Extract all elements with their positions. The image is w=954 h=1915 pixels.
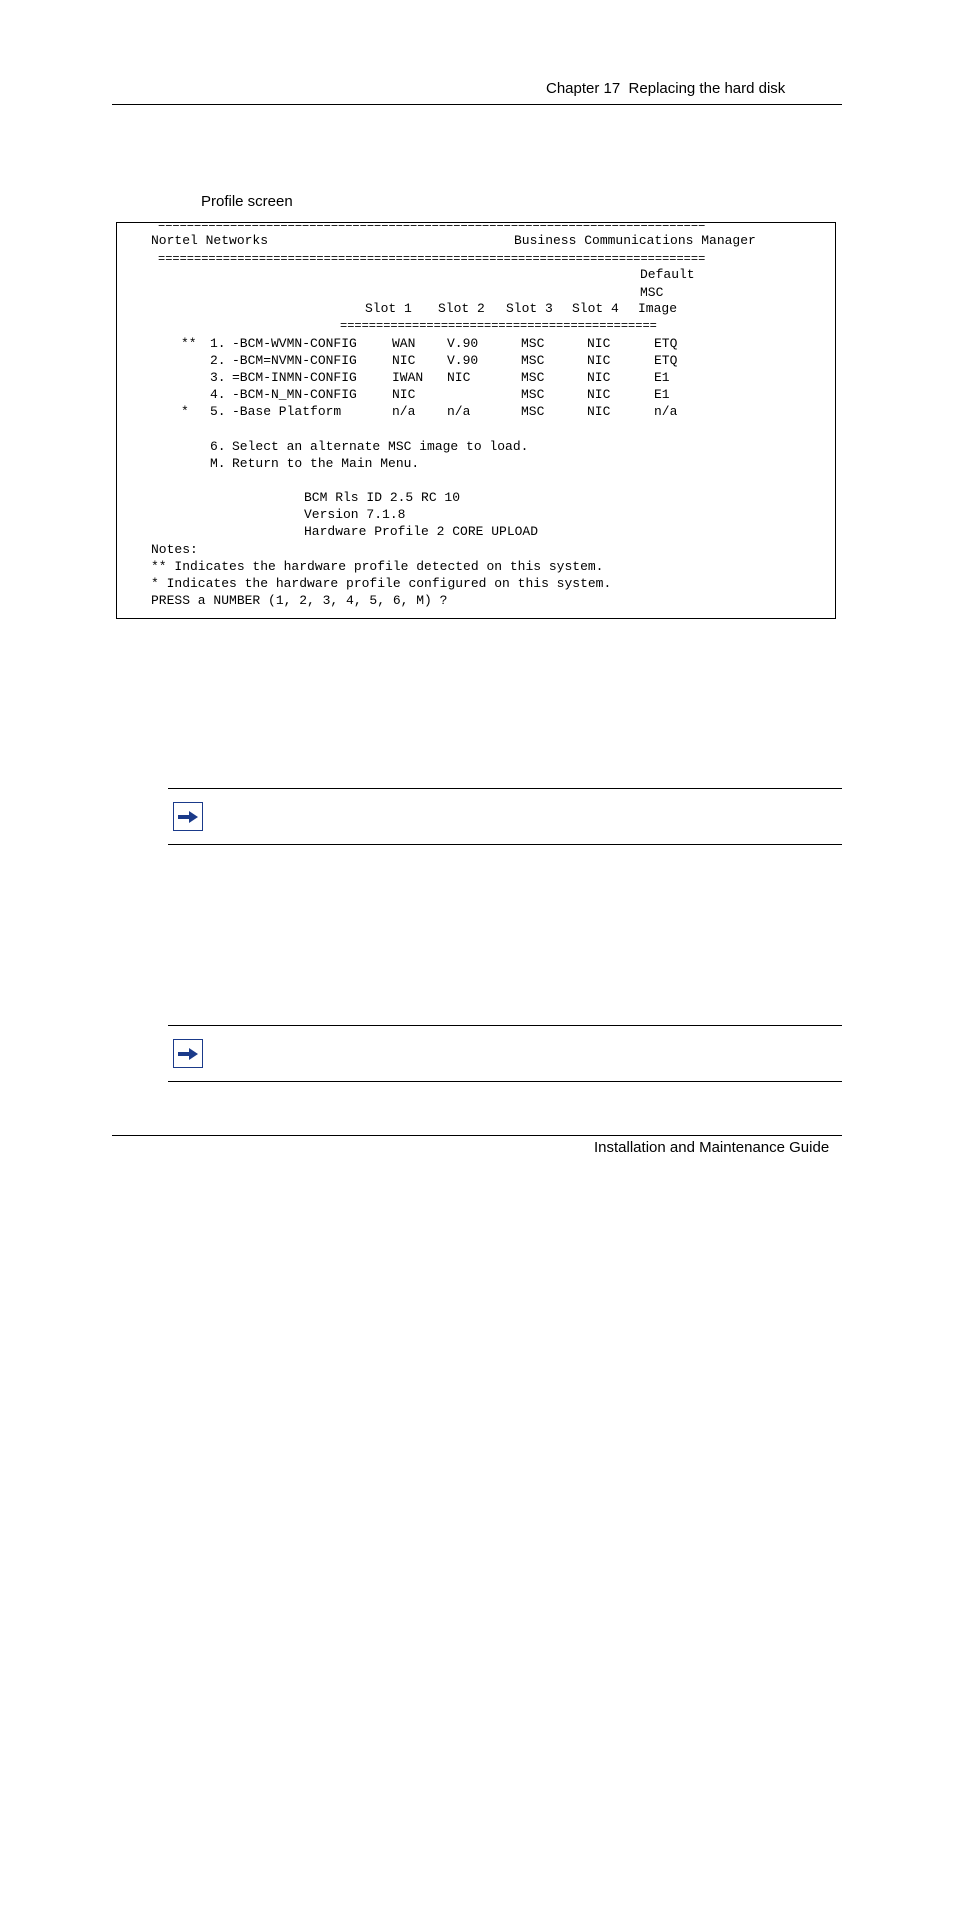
terminal-separator-top: ============================================================================ — [158, 218, 706, 232]
option-number: 6. — [210, 439, 226, 454]
row-number: 2. — [210, 353, 226, 368]
header-rule — [112, 104, 842, 105]
col-header-msc: MSC — [640, 285, 664, 300]
terminal-separator-bottom: ============================================================================ — [158, 252, 706, 266]
row-number: 5. — [210, 404, 226, 419]
note-configured: * Indicates the hardware profile configured on this system. — [151, 576, 612, 591]
footer-rule — [112, 1135, 842, 1136]
terminal-title-right: Business Communications Manager — [514, 233, 756, 248]
notes-label: Notes: — [151, 542, 198, 557]
footer-guide-title: Installation and Maintenance Guide — [594, 1139, 830, 1156]
row-slot4: NIC — [587, 353, 611, 368]
row-mark: ** — [181, 336, 197, 351]
option-number: M. — [210, 456, 226, 471]
row-slot4: NIC — [587, 387, 611, 402]
col-header-default: Default — [640, 267, 695, 282]
table-separator: ============================================ — [340, 319, 657, 333]
row-slot2: NIC — [447, 370, 471, 385]
row-name: -BCM=NVMN-CONFIG — [232, 353, 357, 368]
row-slot3: MSC — [521, 404, 545, 419]
row-name: -BCM-N_MN-CONFIG — [232, 387, 357, 402]
hardware-profile: Hardware Profile 2 CORE UPLOAD — [304, 524, 539, 539]
terminal-prompt: PRESS a NUMBER (1, 2, 3, 4, 5, 6, M) ? — [151, 593, 448, 608]
row-image: ETQ — [654, 336, 678, 351]
row-image: E1 — [654, 387, 670, 402]
col-header-slot4: Slot 4 — [572, 301, 619, 316]
row-slot2: V.90 — [447, 353, 479, 368]
option-select-alternate-msc: Select an alternate MSC image to load. — [232, 439, 529, 454]
right-arrow-icon — [173, 1039, 203, 1068]
note-detected: ** Indicates the hardware profile detected on this system. — [151, 559, 604, 574]
row-number: 3. — [210, 370, 226, 385]
row-slot1: n/a — [392, 404, 416, 419]
row-slot3: MSC — [521, 387, 545, 402]
row-slot3: MSC — [521, 370, 545, 385]
header-chapter-title: Chapter 17 Replacing the hard disk — [546, 80, 786, 97]
note-rule-bottom — [168, 1081, 842, 1082]
row-slot3: MSC — [521, 336, 545, 351]
right-arrow-icon — [173, 802, 203, 831]
row-mark: * — [181, 404, 189, 419]
row-slot2: n/a — [447, 404, 471, 419]
row-slot2: V.90 — [447, 336, 479, 351]
row-slot1: WAN — [392, 336, 416, 351]
row-slot1: NIC — [392, 353, 416, 368]
row-slot1: IWAN — [392, 370, 424, 385]
option-return-main-menu: Return to the Main Menu. — [232, 456, 420, 471]
note-rule-top — [168, 1025, 842, 1026]
row-image: E1 — [654, 370, 670, 385]
note-rule-top — [168, 788, 842, 789]
figure-caption: Profile screen — [201, 193, 293, 210]
row-number: 1. — [210, 336, 226, 351]
row-number: 4. — [210, 387, 226, 402]
version: Version 7.1.8 — [304, 507, 406, 522]
row-slot3: MSC — [521, 353, 545, 368]
terminal-title-left: Nortel Networks — [151, 233, 269, 248]
row-slot1: NIC — [392, 387, 416, 402]
row-image: n/a — [654, 404, 678, 419]
row-slot4: NIC — [587, 370, 611, 385]
release-id: BCM Rls ID 2.5 RC 10 — [304, 490, 461, 505]
row-name: -Base Platform — [232, 404, 342, 419]
note-rule-bottom — [168, 844, 842, 845]
col-header-slot1: Slot 1 — [365, 301, 412, 316]
row-name: -BCM-WVMN-CONFIG — [232, 336, 357, 351]
row-name: =BCM-INMN-CONFIG — [232, 370, 357, 385]
col-header-slot3: Slot 3 — [506, 301, 553, 316]
row-slot4: NIC — [587, 336, 611, 351]
row-slot4: NIC — [587, 404, 611, 419]
row-image: ETQ — [654, 353, 678, 368]
col-header-image: Image — [638, 301, 678, 316]
profile-screen-terminal — [116, 218, 836, 619]
col-header-slot2: Slot 2 — [438, 301, 485, 316]
